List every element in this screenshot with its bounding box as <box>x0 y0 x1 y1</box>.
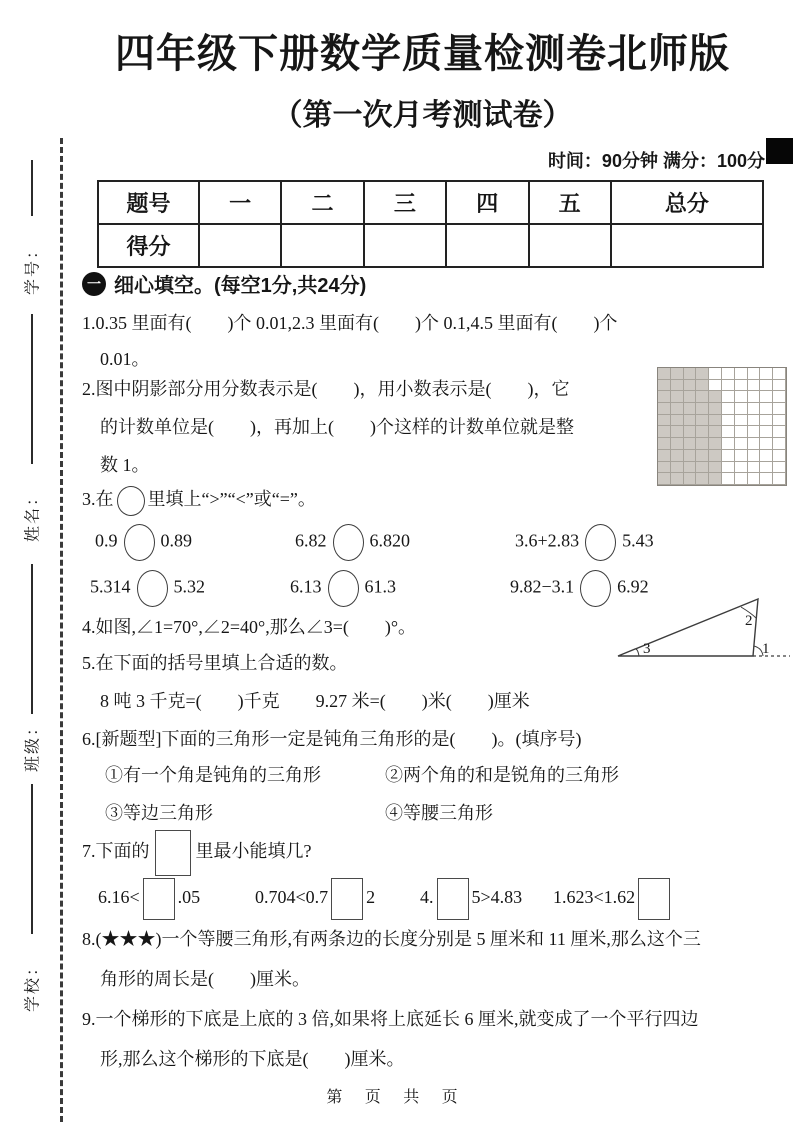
comparison-right: 5.43 <box>622 530 654 551</box>
fill-box <box>155 830 191 876</box>
grid-cell <box>671 368 684 380</box>
grid-cell <box>760 391 773 403</box>
grid-cell <box>709 438 722 450</box>
q7-title-pre: 7.下面的 <box>82 841 150 862</box>
grid-cell <box>696 450 709 462</box>
grid-cell <box>748 426 761 438</box>
score-table <box>97 180 764 268</box>
q3-title-pre: 3.在 <box>82 489 114 510</box>
comparison-circle <box>137 570 168 607</box>
grid-cell <box>773 438 786 450</box>
score-table-score-row <box>98 224 763 267</box>
grid-cell <box>773 380 786 392</box>
q8-line1: 8.(★★★)一个等腰三角形,有两条边的长度分别是 5 厘米和 11 厘米,那么这个三 <box>82 929 701 949</box>
page-subtitle: （第一次月考测试卷） <box>272 99 573 132</box>
q4-text: 4.如图,∠1=70°,∠2=40°,那么∠3=( )°。 <box>82 617 417 637</box>
angle-label-3: 3 <box>643 641 651 657</box>
q6-options <box>105 762 619 826</box>
grid-cell <box>760 450 773 462</box>
grid-cell <box>773 462 786 474</box>
grid-cell <box>671 426 684 438</box>
q1-line2: 0.01。 <box>100 349 150 369</box>
grid-cell <box>722 403 735 415</box>
comparison-circle <box>328 570 359 607</box>
q7-post: 2 <box>366 887 376 908</box>
grid-cell <box>671 473 684 485</box>
grid-cell <box>722 438 735 450</box>
grid-cell <box>722 426 735 438</box>
grid-cell <box>735 426 748 438</box>
comparison-item <box>290 570 396 607</box>
q2-line2: 的计数单位是( )，再加上( )个这样的计数单位就是整 <box>100 417 574 437</box>
q2-line3: 数 1。 <box>100 455 150 475</box>
comparison-circle <box>124 524 155 561</box>
grid-cell <box>684 473 697 485</box>
q7-post: 5>4.83 <box>471 887 523 908</box>
grid-cell <box>735 473 748 485</box>
q7-pre: 6.16< <box>98 887 140 908</box>
score-blank-cell <box>281 224 363 267</box>
score-table-cell: 二 <box>281 181 363 224</box>
q6-title: 6.[新题型]下面的三角形一定是钝角三角形的是( )。(填序号) <box>82 729 582 749</box>
grid-cell <box>760 473 773 485</box>
grid-cell <box>748 403 761 415</box>
q7-item <box>553 878 673 920</box>
grid-cell <box>684 415 697 427</box>
q3-title <box>82 486 316 516</box>
score-blank-cell <box>199 224 281 267</box>
grid-cell <box>658 380 671 392</box>
grid-cell <box>760 403 773 415</box>
grid-cell <box>709 403 722 415</box>
grid-cell <box>760 415 773 427</box>
print-corner-mark <box>766 138 793 164</box>
score-blank-cell <box>364 224 446 267</box>
grid-cell <box>748 473 761 485</box>
q7-title-post: 里最小能填几? <box>195 841 312 862</box>
grid-cell <box>735 450 748 462</box>
q1-line1: 1.0.35 里面有( )个 0.01,2.3 里面有( )个 0.1,4.5 里面有( )个 <box>82 313 618 333</box>
grid-cell <box>696 368 709 380</box>
grid-cell <box>709 391 722 403</box>
grid-cell <box>658 368 671 380</box>
comparison-right: 6.820 <box>369 530 410 551</box>
fill-box <box>331 878 363 920</box>
grid-cell <box>748 450 761 462</box>
q6-option: ②两个角的和是锐角的三角形 <box>385 765 619 785</box>
grid-cell <box>671 415 684 427</box>
grid-cell <box>696 415 709 427</box>
footer-page-label: 第 页 共 页 <box>326 1089 467 1106</box>
grid-cell <box>658 415 671 427</box>
grid-cell <box>696 426 709 438</box>
grid-cell <box>773 368 786 380</box>
comparison-right: 61.3 <box>364 576 396 597</box>
grid-cell <box>684 438 697 450</box>
grid-cell <box>709 415 722 427</box>
grid-cell <box>684 403 697 415</box>
grid-cell <box>684 380 697 392</box>
score-blank-cell <box>611 224 763 267</box>
grid-cell <box>748 438 761 450</box>
grid-cell <box>735 380 748 392</box>
section-one-header <box>82 269 366 298</box>
comparison-left: 6.13 <box>290 576 322 597</box>
q5-title: 5.在下面的括号里填上合适的数。 <box>82 653 348 673</box>
grid-cell <box>773 403 786 415</box>
comparison-circle <box>585 524 616 561</box>
grid-cell <box>748 462 761 474</box>
grid-cell <box>658 403 671 415</box>
grid-cell <box>671 391 684 403</box>
q7-title <box>82 830 312 876</box>
triangle-figure <box>612 594 792 666</box>
q2-grid <box>657 367 787 486</box>
q7-post: .05 <box>177 887 201 908</box>
comparison-left: 6.82 <box>295 530 327 551</box>
q3-title-post: 里填上“>”“<”或“=”。 <box>147 489 316 510</box>
grid-cell <box>735 415 748 427</box>
grid-cell <box>722 380 735 392</box>
comparison-left: 0.9 <box>95 530 118 551</box>
comparison-item <box>515 524 654 561</box>
score-table-cell: 得分 <box>98 224 199 267</box>
grid-cell <box>696 473 709 485</box>
angle-label-2: 2 <box>745 613 753 629</box>
comparison-item <box>95 524 192 561</box>
grid-cell <box>696 380 709 392</box>
q9-line2: 形,那么这个梯形的下底是( )厘米。 <box>100 1049 405 1069</box>
comparison-circle <box>333 524 364 561</box>
grid-cell <box>722 462 735 474</box>
grid-cell <box>684 450 697 462</box>
grid-cell <box>671 380 684 392</box>
q6-option: ④等腰三角形 <box>385 803 493 823</box>
grid-cell <box>709 368 722 380</box>
comparison-right: 5.32 <box>173 576 205 597</box>
grid-cell <box>773 415 786 427</box>
grid-cell <box>735 368 748 380</box>
grid-cell <box>658 473 671 485</box>
q8-line2: 角形的周长是( )厘米。 <box>100 969 310 989</box>
grid-cell <box>684 426 697 438</box>
q7-pre: 4. <box>420 887 434 908</box>
grid-cell <box>773 473 786 485</box>
comparison-left: 3.6+2.83 <box>515 530 580 551</box>
q6-option: ③等边三角形 <box>105 803 213 823</box>
comparison-item <box>295 524 410 561</box>
q7-item <box>98 878 200 920</box>
grid-cell <box>760 368 773 380</box>
grid-cell <box>735 438 748 450</box>
q7-item <box>255 878 375 920</box>
grid-cell <box>709 473 722 485</box>
grid-cell <box>671 450 684 462</box>
grid-cell <box>748 380 761 392</box>
student-id-write-line <box>31 160 33 216</box>
comparison-item <box>90 570 205 607</box>
grid-cell <box>735 403 748 415</box>
comparison-right: 6.92 <box>617 576 649 597</box>
grid-cell <box>658 438 671 450</box>
section-title: 细心填空。(每空1分,共24分) <box>114 275 367 297</box>
q7-item <box>420 878 522 920</box>
grid-cell <box>658 462 671 474</box>
grid-cell <box>684 462 697 474</box>
grid-cell <box>696 438 709 450</box>
q2-line1: 2.图中阴影部分用分数表示是( )，用小数表示是( )，它 <box>82 379 570 399</box>
grid-cell <box>760 438 773 450</box>
score-table-cell: 四 <box>446 181 528 224</box>
grid-cell <box>684 391 697 403</box>
grid-cell <box>760 426 773 438</box>
exam-info: 时间：90分钟 满分：100分 <box>547 151 765 171</box>
grid-cell <box>722 415 735 427</box>
grid-cell <box>709 380 722 392</box>
score-blank-cell <box>529 224 611 267</box>
grid-cell <box>773 391 786 403</box>
score-blank-cell <box>446 224 528 267</box>
comparison-left: 5.314 <box>90 576 131 597</box>
grid-cell <box>671 438 684 450</box>
grid-cell <box>760 462 773 474</box>
grid-cell <box>748 415 761 427</box>
grid-cell <box>658 426 671 438</box>
fill-circle <box>117 486 145 516</box>
grid-cell <box>696 462 709 474</box>
score-table-cell: 题号 <box>98 181 199 224</box>
q9-line1: 9.一个梯形的下底是上底的 3 倍,如果将上底延长 6 厘米,就变成了一个平行四边 <box>82 1009 699 1029</box>
name-label: 姓名： <box>24 487 42 543</box>
comparison-circle <box>580 570 611 607</box>
fill-box <box>638 878 670 920</box>
q7-pre: 0.704<0.7 <box>255 887 329 908</box>
grid-cell <box>709 450 722 462</box>
score-table-cell: 三 <box>364 181 446 224</box>
grid-cell <box>671 462 684 474</box>
class-write-line <box>31 564 33 714</box>
grid-cell <box>722 391 735 403</box>
angle-label-1: 1 <box>762 641 770 657</box>
student-id-label: 学号： <box>24 240 42 296</box>
seal-dashed-line <box>60 138 63 1122</box>
name-write-line <box>31 314 33 464</box>
q5-line: 8 吨 3 千克=( )千克 9.27 米=( )米( )厘米 <box>100 691 530 711</box>
grid-cell <box>735 462 748 474</box>
grid-cell <box>684 368 697 380</box>
grid-cell <box>696 391 709 403</box>
grid-cell <box>748 368 761 380</box>
grid-cell <box>671 403 684 415</box>
score-table-cell: 五 <box>529 181 611 224</box>
grid-cell <box>773 426 786 438</box>
grid-cell <box>722 368 735 380</box>
score-table-cell: 总分 <box>611 181 763 224</box>
q6-option: ①有一个角是钝角的三角形 <box>105 765 321 785</box>
grid-cell <box>722 473 735 485</box>
fill-box <box>437 878 469 920</box>
grid-cell <box>748 391 761 403</box>
score-table-cell: 一 <box>199 181 281 224</box>
class-label: 班级： <box>24 717 42 773</box>
grid-cell <box>773 450 786 462</box>
grid-cell <box>760 380 773 392</box>
grid-cell <box>709 462 722 474</box>
q7-pre: 1.623<1.62 <box>553 887 636 908</box>
grid-cell <box>696 403 709 415</box>
comparison-right: 0.89 <box>160 530 192 551</box>
school-label: 学校： <box>24 957 42 1013</box>
grid-cell <box>658 450 671 462</box>
fill-box <box>143 878 175 920</box>
grid-cell <box>735 391 748 403</box>
page-title: 四年级下册数学质量检测卷北师版 <box>115 32 730 76</box>
section-number-badge: 一 <box>82 272 106 296</box>
school-write-line <box>31 784 33 934</box>
grid-cell <box>658 391 671 403</box>
score-table-header-row <box>98 181 763 224</box>
comparison-left: 9.82−3.1 <box>510 576 575 597</box>
grid-cell <box>722 450 735 462</box>
grid-cell <box>709 426 722 438</box>
